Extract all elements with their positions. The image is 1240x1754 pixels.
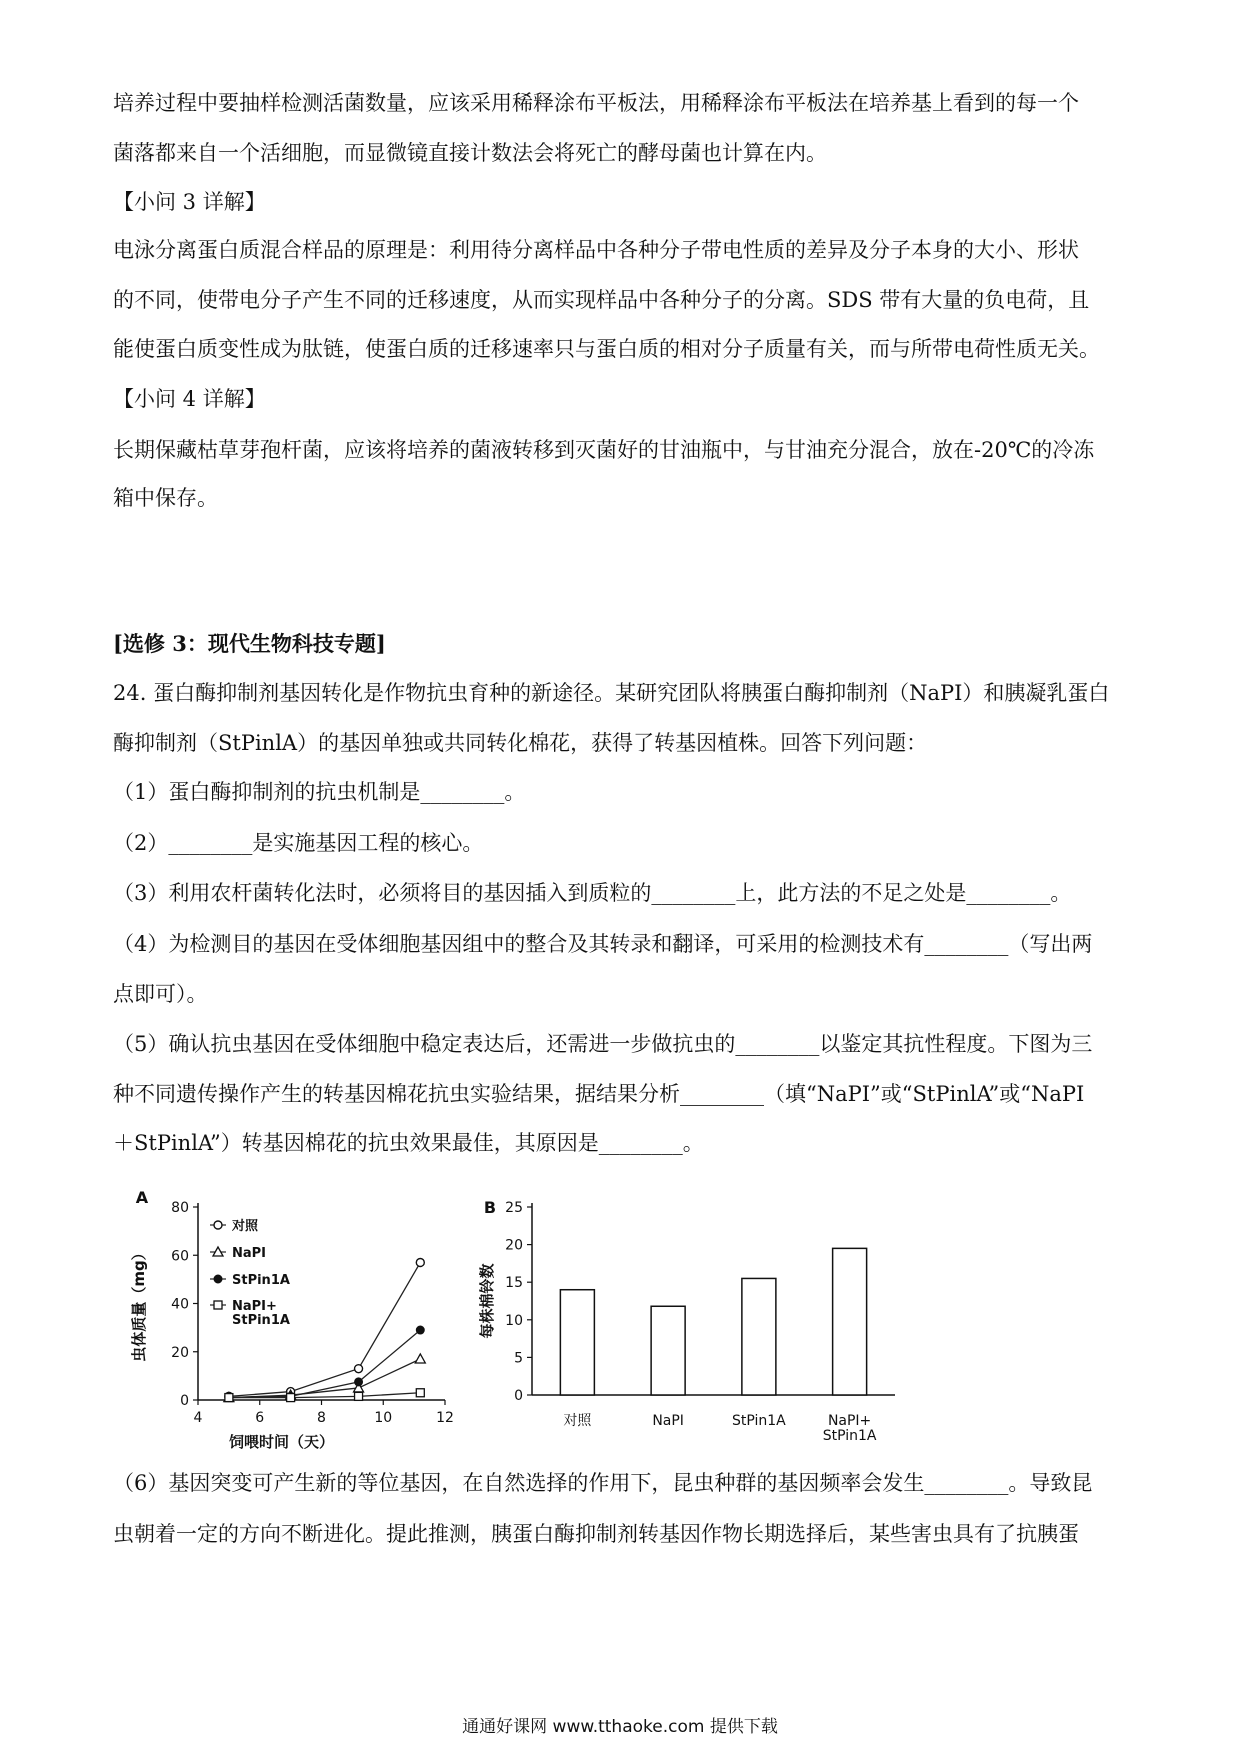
legend-marker bbox=[214, 1301, 222, 1309]
data-point bbox=[416, 1389, 424, 1397]
legend-label: NaPI bbox=[232, 1246, 267, 1261]
series-line bbox=[229, 1359, 420, 1398]
text-line: 种不同遗传操作产生的转基因棉花抗虫实验结果，据结果分析________（填“NaPI”或“StPinlA”或“NaPI bbox=[113, 1082, 1085, 1106]
panel-label: B bbox=[483, 1198, 497, 1217]
text-line: （2）________是实施基因工程的核心。 bbox=[113, 831, 484, 855]
y-tick-label: 60 bbox=[171, 1248, 189, 1265]
x-tick-label: 8 bbox=[317, 1410, 326, 1426]
text-line: 虫朝着一定的方向不断进化。提此推测，胰蛋白酶抑制剂转基因作物长期选择后，某些害虫具有了抗胰蛋 bbox=[113, 1522, 1079, 1546]
legend-marker bbox=[214, 1221, 222, 1229]
y-tick-label: 10 bbox=[505, 1312, 523, 1329]
bar bbox=[560, 1290, 594, 1395]
bar bbox=[833, 1248, 867, 1395]
text-line: 的不同，使带电分子产生不同的迁移速度，从而实现样品中各种分子的分离。SDS 带有大量的负电荷，且 bbox=[113, 288, 1090, 312]
data-point bbox=[225, 1394, 233, 1402]
text-line: 培养过程中要抽样检测活菌数量，应该采用稀释涂布平板法，用稀释涂布平板法在培养基上看到的每一个 bbox=[113, 91, 1079, 115]
legend-marker bbox=[214, 1275, 222, 1283]
bar bbox=[651, 1306, 685, 1395]
y-tick-label: 80 bbox=[171, 1200, 189, 1216]
data-point bbox=[416, 1258, 424, 1266]
y-tick-label: 40 bbox=[171, 1296, 189, 1313]
x-tick-label: 12 bbox=[436, 1410, 454, 1426]
text-line: （6）基因突变可产生新的等位基因，在自然选择的作用下，昆虫种群的基因频率会发生________。导致昆 bbox=[113, 1471, 1093, 1495]
legend-label: 对照 bbox=[232, 1219, 259, 1234]
text-line: 酶抑制剂（StPinlA）的基因单独或共同转化棉花，获得了转基因植株。回答下列问题： bbox=[113, 731, 928, 755]
data-point bbox=[287, 1394, 295, 1402]
legend-label: StPin1A bbox=[232, 1273, 290, 1288]
text-line: 【小问 4 详解】 bbox=[113, 387, 266, 411]
section-heading: [选修 3：现代生物科技专题] bbox=[113, 631, 386, 656]
text-line: 能使蛋白质变性成为肽链，使蛋白质的迁移速率只与蛋白质的相对分子质量有关，而与所带电荷性质无关。 bbox=[113, 337, 1100, 361]
category-label: NaPI bbox=[652, 1413, 684, 1429]
y-tick-label: 0 bbox=[180, 1393, 189, 1409]
category-label: NaPI+ StPin1A bbox=[822, 1413, 877, 1444]
x-tick-label: 6 bbox=[255, 1410, 265, 1426]
footer-credit: 通通好课网 www.tthaoke.com 提供下载 bbox=[462, 1717, 778, 1737]
y-tick-label: 20 bbox=[505, 1237, 523, 1254]
text-line: （1）蛋白酶抑制剂的抗虫机制是________。 bbox=[113, 780, 526, 804]
series-line bbox=[229, 1330, 420, 1398]
text-line: 24. 蛋白酶抑制剂基因转化是作物抗虫育种的新途径。某研究团队将胰蛋白酶抑制剂（NaPI）和胰凝乳蛋白 bbox=[113, 681, 1110, 705]
data-point bbox=[355, 1378, 363, 1386]
chart-a bbox=[120, 1185, 460, 1475]
text-line: 菌落都来自一个活细胞，而显微镜直接计数法会将死亡的酵母菌也计算在内。 bbox=[113, 141, 827, 165]
text-line: 【小问 3 详解】 bbox=[113, 190, 266, 214]
panel-label: A bbox=[135, 1188, 149, 1207]
text-line: 点即可）。 bbox=[113, 982, 208, 1006]
category-label: 对照 bbox=[563, 1413, 592, 1429]
x-tick-label: 10 bbox=[374, 1410, 393, 1426]
y-tick-label: 15 bbox=[505, 1275, 523, 1292]
text-line: （5）确认抗虫基因在受体细胞中稳定表达后，还需进一步做抗虫的________以鉴定其抗性程度。下图为三 bbox=[113, 1032, 1093, 1056]
y-tick-label: 20 bbox=[171, 1344, 189, 1361]
data-point bbox=[355, 1392, 363, 1400]
y-tick-label: 0 bbox=[514, 1388, 523, 1404]
data-point bbox=[355, 1365, 363, 1373]
text-line: 箱中保存。 bbox=[113, 486, 218, 510]
y-axis-label: 虫体质量（mg） bbox=[130, 1245, 148, 1362]
y-tick-label: 25 bbox=[505, 1200, 523, 1216]
x-axis-label: 饲喂时间（天） bbox=[228, 1433, 335, 1451]
y-axis-label: 每株棉铃数 bbox=[478, 1263, 496, 1339]
text-line: 长期保藏枯草芽孢杆菌，应该将培养的菌液转移到灭菌好的甘油瓶中，与甘油充分混合，放在-20℃的冷冻 bbox=[113, 438, 1095, 462]
text-line: ＋StPinlA”）转基因棉花的抗虫效果最佳，其原因是________。 bbox=[113, 1131, 704, 1155]
chart-b bbox=[470, 1195, 910, 1525]
legend-label: NaPI+ StPin1A bbox=[232, 1299, 290, 1328]
data-point bbox=[415, 1354, 425, 1363]
y-tick-label: 5 bbox=[514, 1350, 523, 1367]
data-point bbox=[416, 1326, 424, 1334]
bar bbox=[742, 1278, 776, 1395]
text-line: （4）为检测目的基因在受体细胞基因组中的整合及其转录和翻译，可采用的检测技术有________（写出两 bbox=[113, 932, 1093, 956]
text-line: （3）利用农杆菌转化法时，必须将目的基因插入到质粒的________上，此方法的不足之处是________。 bbox=[113, 881, 1072, 905]
text-line: 电泳分离蛋白质混合样品的原理是：利用待分离样品中各种分子带电性质的差异及分子本身的大小、形状 bbox=[113, 238, 1079, 262]
category-label: StPin1A bbox=[731, 1413, 786, 1429]
x-tick-label: 4 bbox=[193, 1410, 203, 1426]
